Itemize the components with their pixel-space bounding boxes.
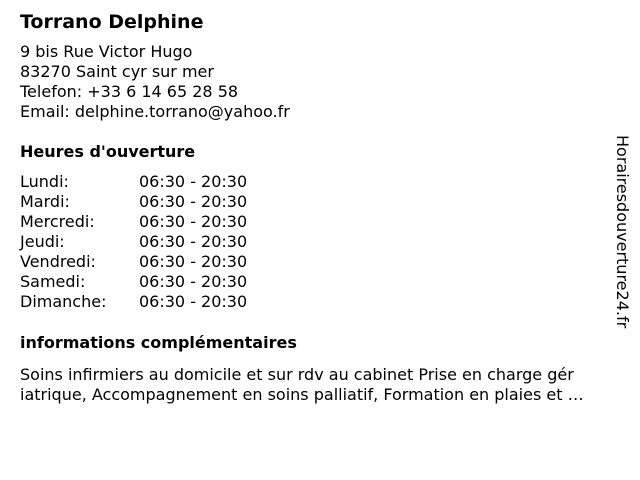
hours-row-jeudi (20, 232, 610, 252)
hours-row-lundi (20, 172, 610, 192)
phone-number[interactable]: +33 6 14 65 28 58 (87, 82, 239, 101)
time-range: 06:30 - 20:30 (139, 172, 248, 191)
day-label: Lundi: (20, 172, 69, 191)
day-label: Mardi: (20, 192, 70, 211)
address-line-2: 83270 Saint cyr sur mer (20, 62, 214, 81)
hours-row-vendredi (20, 252, 610, 272)
time-range: 06:30 - 20:30 (139, 272, 248, 291)
business-card (20, 10, 610, 405)
day-label: Dimanche: (20, 292, 107, 311)
hours-row-mercredi (20, 212, 610, 232)
time-range: 06:30 - 20:30 (139, 192, 248, 211)
phone-line (20, 82, 610, 102)
info-description (20, 365, 630, 405)
hours-title: Heures d'ouverture (20, 142, 196, 161)
address-line-1: 9 bis Rue Victor Hugo (20, 42, 193, 61)
business-name: Torrano Delphine (20, 11, 204, 33)
site-watermark: Horairesdouverture24.fr (613, 135, 632, 329)
info-title: informations complémentaires (20, 333, 297, 352)
info-description-line-2: iatrique, Accompagnement en soins palliatif, Formation en plaies et … (20, 385, 584, 404)
email-line (20, 102, 610, 122)
day-label: Mercredi: (20, 212, 95, 231)
time-range: 06:30 - 20:30 (139, 252, 248, 271)
phone-label: Telefon: (20, 82, 83, 101)
hours-row-dimanche (20, 292, 610, 312)
day-label: Vendredi: (20, 252, 96, 271)
email-label: Email: (20, 102, 70, 121)
hours-row-mardi (20, 192, 610, 212)
day-label: Samedi: (20, 272, 86, 291)
time-range: 06:30 - 20:30 (139, 292, 248, 311)
hours-row-samedi (20, 272, 610, 292)
time-range: 06:30 - 20:30 (139, 212, 248, 231)
info-description-line-1: Soins infirmiers au domicile et sur rdv au cabinet Prise en charge gér (20, 365, 574, 384)
email-address[interactable]: delphine.torrano@yahoo.fr (74, 102, 290, 121)
day-label: Jeudi: (20, 232, 65, 251)
hours-table (20, 172, 610, 312)
time-range: 06:30 - 20:30 (139, 232, 248, 251)
